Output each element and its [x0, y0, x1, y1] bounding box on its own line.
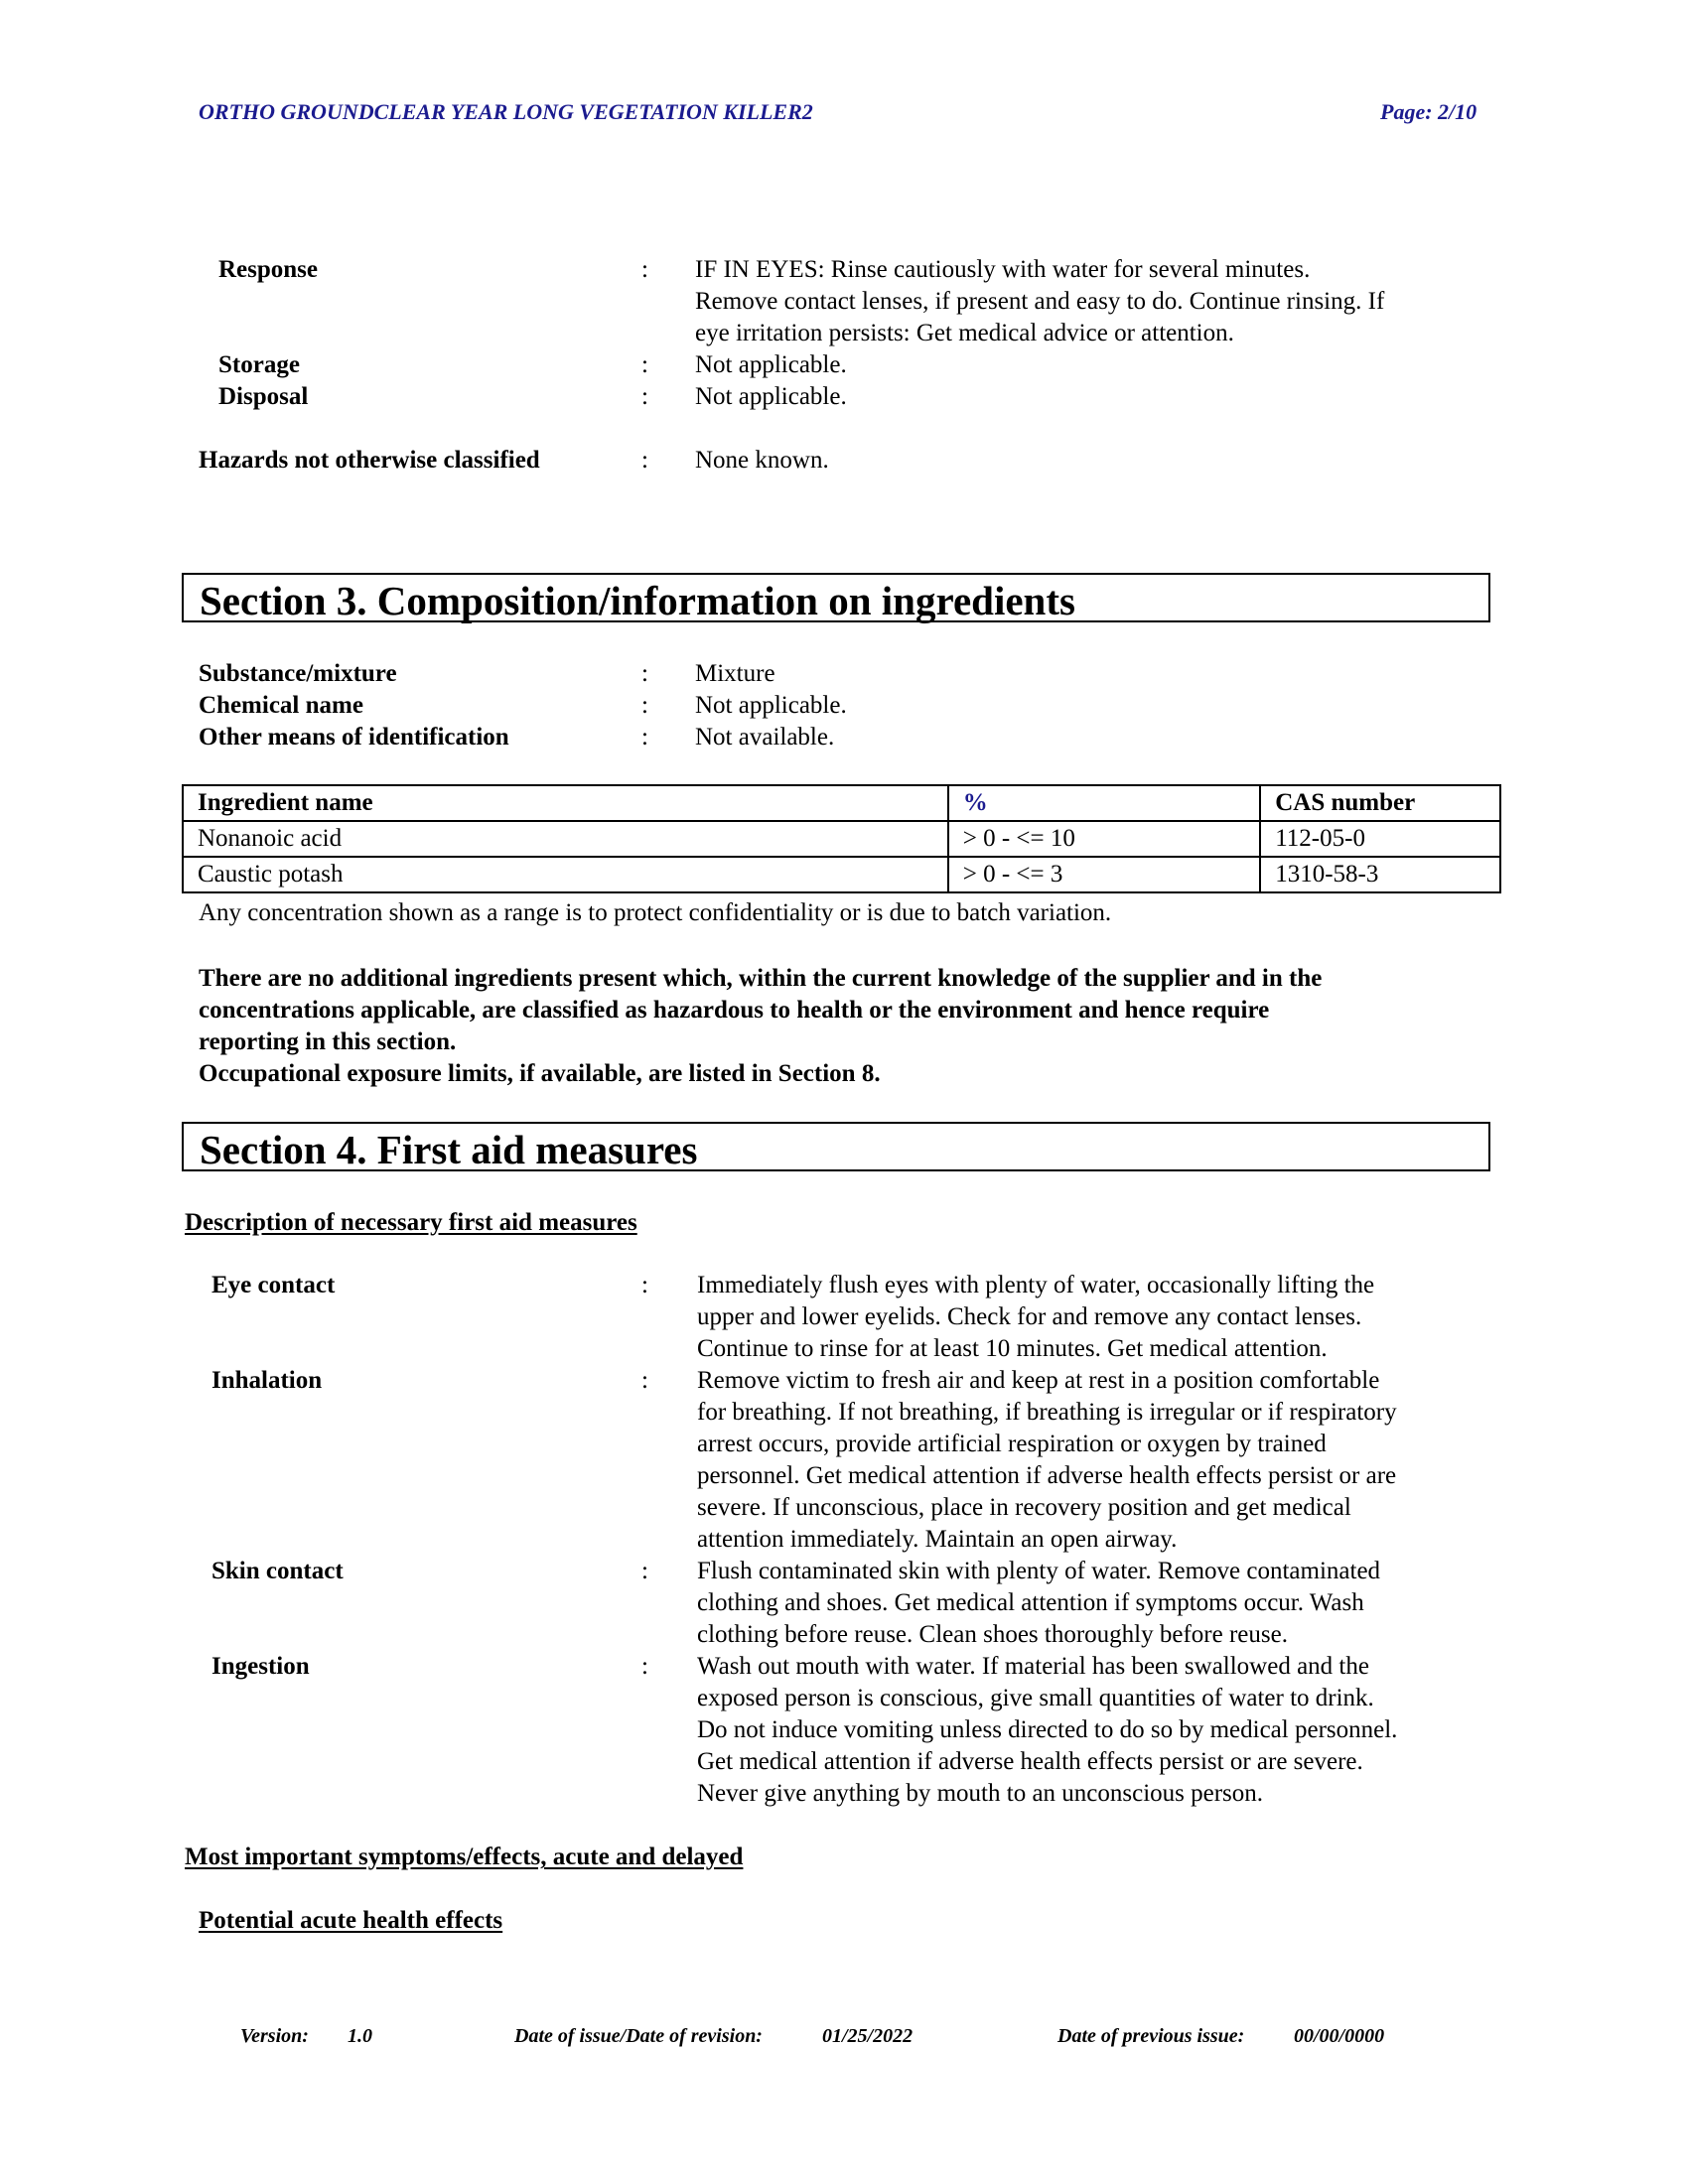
- colon: :: [641, 660, 648, 687]
- disposal-label: Disposal: [218, 383, 309, 410]
- eye-contact-label: Eye contact: [211, 1272, 336, 1298]
- colon: :: [641, 383, 648, 410]
- table-row: [183, 821, 1500, 857]
- chemical-name-label: Chemical name: [199, 692, 363, 719]
- colon: :: [641, 447, 648, 474]
- substance-value: Mixture: [695, 660, 775, 687]
- inhalation-value: Remove victim to fresh air and keep at rest in a position comfortable for breathing. If not breathing, if breathing is irregular or if respiratory arrest occurs, provide artificial respiration or oxygen by trained personnel. Get medical attention if adverse health effects persist or are severe. If unconscious, place in recovery position and get medical attention immediately. Maintain an open airway.: [697, 1367, 1397, 1553]
- header-ingredient-name: Ingredient name: [183, 785, 948, 821]
- ingestion-label: Ingestion: [211, 1653, 310, 1680]
- version-label: Version:: [240, 2025, 309, 2047]
- section-3-header: [182, 573, 1490, 622]
- disposal-value: Not applicable.: [695, 383, 847, 410]
- hnoc-label: Hazards not otherwise classified: [199, 447, 540, 474]
- cas-number-cell: 112-05-0: [1260, 821, 1500, 857]
- acute-effects-heading: Potential acute health effects: [199, 1907, 503, 1934]
- section-4-title: Section 4. First aid measures: [200, 1127, 698, 1172]
- description-heading: Description of necessary first aid measures: [185, 1209, 637, 1236]
- document-title: ORTHO GROUNDCLEAR YEAR LONG VEGETATION KILLER2: [199, 99, 813, 124]
- hnoc-value: None known.: [695, 447, 829, 474]
- section-3-title: Section 3. Composition/information on ingredients: [200, 578, 1075, 623]
- storage-label: Storage: [218, 351, 300, 378]
- symptoms-heading: Most important symptoms/effects, acute and delayed: [185, 1843, 744, 1870]
- table-row: [183, 857, 1500, 892]
- version-value: 1.0: [348, 2025, 372, 2047]
- range-note: Any concentration shown as a range is to protect confidentiality or is due to batch variation.: [199, 899, 1112, 926]
- colon: :: [641, 1558, 648, 1584]
- colon: :: [641, 1653, 648, 1680]
- other-means-label: Other means of identification: [199, 724, 509, 751]
- previous-issue-label: Date of previous issue:: [1057, 2025, 1245, 2047]
- ingestion-value: Wash out mouth with water. If material has been swallowed and the exposed person is conscious, give small quantities of water to drink. Do not induce vomiting unless directed to do so by medical personnel. Get medical attention if adverse health effects persist or are severe. Never give anything by mouth to an unconscious person.: [697, 1653, 1398, 1807]
- response-value: IF IN EYES: Rinse cautiously with water for several minutes. Remove contact lenses, if present and easy to do. Continue rinsing. If eye irritation persists: Get medical advice or attention.: [695, 256, 1385, 346]
- ingredients-table: [182, 784, 1501, 893]
- issue-date-label: Date of issue/Date of revision:: [514, 2025, 763, 2047]
- eye-contact-value: Immediately flush eyes with plenty of water, occasionally lifting the upper and lower eyelids. Check for and remove any contact lenses. Continue to rinse for at least 10 minutes. Get medical attention.: [697, 1272, 1375, 1362]
- previous-issue-value: 00/00/0000: [1294, 2025, 1385, 2047]
- response-label: Response: [218, 256, 319, 283]
- colon: :: [641, 1367, 648, 1394]
- colon: :: [641, 351, 648, 378]
- inhalation-label: Inhalation: [211, 1367, 323, 1394]
- colon: :: [641, 692, 648, 719]
- table-header-row: [183, 785, 1500, 821]
- issue-date-value: 01/25/2022: [822, 2025, 914, 2047]
- skin-contact-value: Flush contaminated skin with plenty of water. Remove contaminated clothing and shoes. Get medical attention if symptoms occur. Wash clothing before reuse. Clean shoes thoroughly before reuse.: [697, 1558, 1381, 1648]
- additional-ingredients-note: There are no additional ingredients present which, within the current knowledge of the supplier and in the concentrations applicable, are classified as hazardous to health or the environment and hence require reporting in this section. Occupational exposure limits, if available, are listed in Section 8.: [199, 965, 1323, 1087]
- cas-number-cell: 1310-58-3: [1260, 857, 1500, 892]
- skin-contact-label: Skin contact: [211, 1558, 344, 1584]
- ingredient-name-cell: Caustic potash: [183, 857, 948, 892]
- storage-value: Not applicable.: [695, 351, 847, 378]
- substance-label: Substance/mixture: [199, 660, 397, 687]
- header-percent: %: [948, 785, 1260, 821]
- colon: :: [641, 256, 648, 283]
- ingredient-name-cell: Nonanoic acid: [183, 821, 948, 857]
- page-number: Page: 2/10: [1380, 99, 1477, 124]
- chemical-name-value: Not applicable.: [695, 692, 847, 719]
- header-cas-number: CAS number: [1260, 785, 1500, 821]
- percent-cell: > 0 - <= 10: [948, 821, 1260, 857]
- percent-cell: > 0 - <= 3: [948, 857, 1260, 892]
- section-4-header: [182, 1122, 1490, 1171]
- colon: :: [641, 724, 648, 751]
- colon: :: [641, 1272, 648, 1298]
- other-means-value: Not available.: [695, 724, 835, 751]
